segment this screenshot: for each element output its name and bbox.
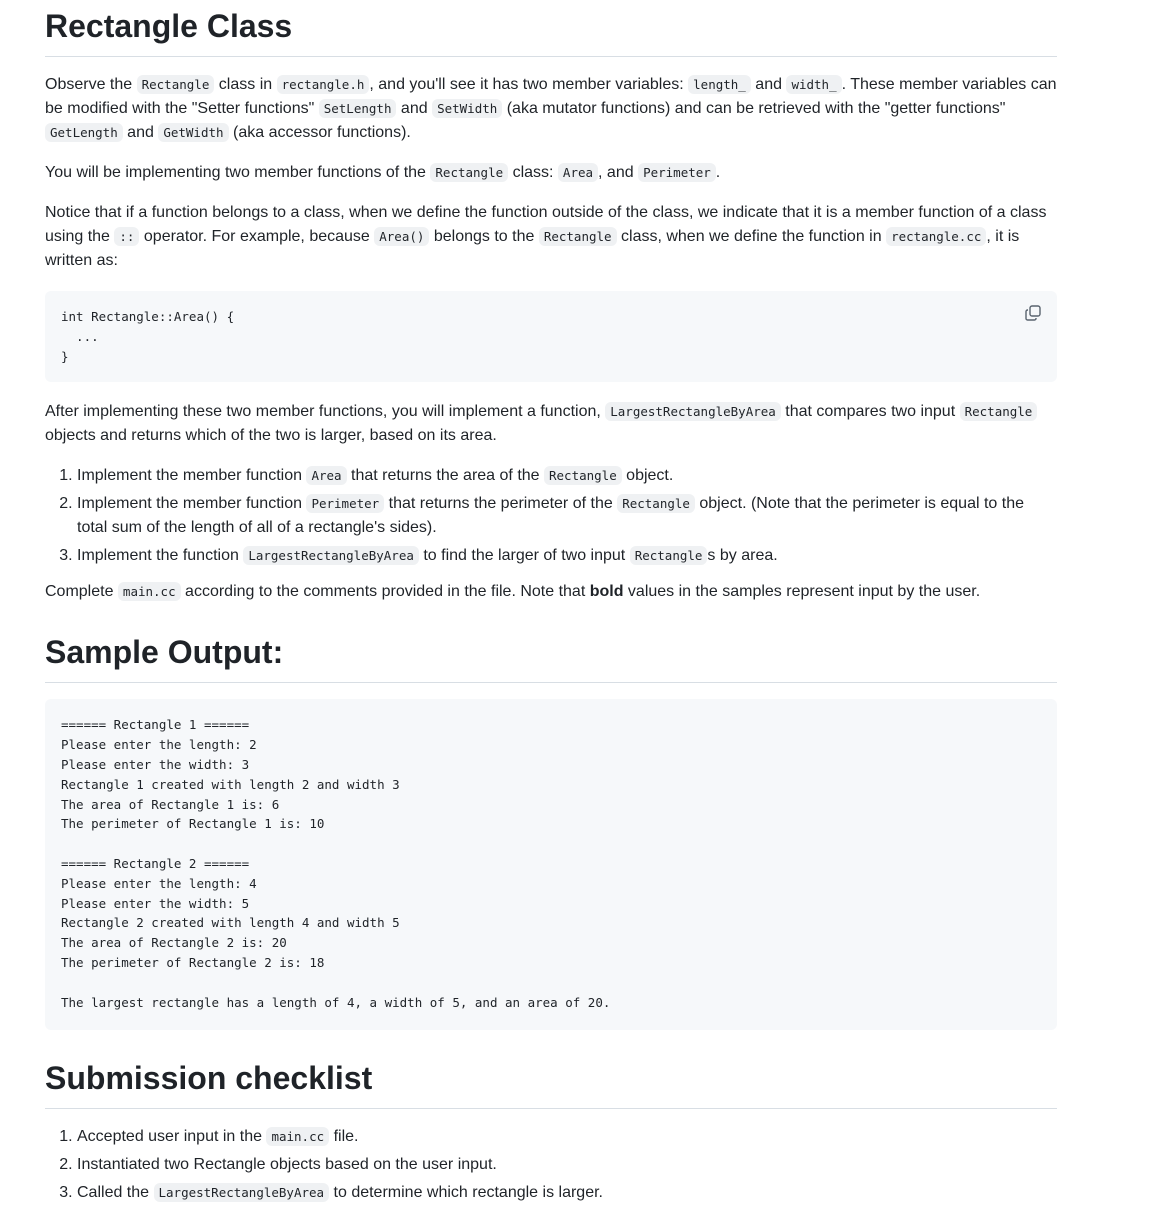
text: . [715, 164, 721, 181]
inline-code: main.cc [266, 1127, 329, 1146]
inline-code: Perimeter [638, 163, 716, 182]
text: class in [214, 76, 277, 93]
text: to find the larger of two input [418, 547, 630, 565]
inline-code: Rectangle [960, 402, 1038, 421]
text: , and you'll see it has two member variables: [369, 76, 689, 93]
text: (aka accessor functions). [228, 124, 411, 141]
inline-code: LargestRectangleByArea [243, 546, 419, 565]
text: Implement the member function [77, 495, 307, 513]
inline-code: length_ [688, 75, 751, 94]
text: Accepted user input in the [77, 1128, 267, 1146]
inline-code: Area [306, 466, 346, 485]
inline-code: main.cc [118, 582, 181, 601]
inline-code: Area() [374, 227, 429, 246]
page-title: Rectangle Class [45, 0, 1057, 57]
steps-list [45, 464, 1057, 568]
inline-code: GetWidth [158, 123, 228, 142]
text: object. [621, 467, 674, 485]
implement-paragraph [45, 161, 1057, 185]
text: Instantiated two Rectangle objects based on the user input. [77, 1156, 497, 1174]
readme-content [45, 0, 1057, 1205]
code-block [45, 291, 1057, 382]
text: Complete [45, 583, 118, 601]
text: object. (Note that the perimeter is equal to the total sum of the length of all of a rectangle's sides). [77, 495, 1024, 537]
list-item [77, 492, 1057, 540]
text: according to the comments provided in the file. Note that [180, 583, 590, 601]
text: Notice that if a function belongs to a class, when we define the function outside of the class, we indicate that it is a member function of a class using the [45, 204, 1047, 245]
sample-output-heading: Sample Output: [45, 626, 1057, 683]
text: belongs to the [429, 228, 539, 245]
notice-paragraph [45, 201, 1057, 273]
text: Implement the function [77, 547, 244, 565]
text: s by area. [707, 547, 778, 565]
inline-code: Rectangle [617, 494, 695, 513]
text: values in the samples represent input by the user. [623, 583, 981, 601]
text: file. [329, 1128, 359, 1146]
complete-paragraph [45, 580, 1057, 604]
sample-output-text[interactable]: ====== Rectangle 1 ====== Please enter the length: 2 Please enter the width: 3 Rectangle 1 created with length 2 and width 3 The area of Rectangle 1 is: 6 The perimeter of Rectangle 1 is: 10 ====== Rectangle 2 ====== Please enter the length: 4 Please enter the width: 5 Rectangle 2 created with length 4 and width 5 The area of Rectangle 2 is: 20 The perimeter of Rectangle 2 is: 18 The largest rectangle has a length of 4, a width of 5, and an area of 20. [61, 717, 611, 1010]
text: and [396, 100, 433, 117]
text: , and [598, 164, 639, 181]
text: class, when we define the function in [616, 228, 887, 245]
copy-icon[interactable] [1023, 303, 1043, 323]
bold-text: bold [589, 583, 624, 601]
text: , it is written as: [45, 228, 1020, 269]
after-paragraph [45, 400, 1057, 448]
text: objects and returns which of the two is larger, based on its area. [45, 427, 497, 445]
text: that compares two input [780, 403, 960, 421]
text: Called the [77, 1184, 154, 1202]
copy-icon-svg [1023, 303, 1043, 323]
text: Implement the member function [77, 467, 307, 485]
text: You will be implementing two member functions of the [45, 164, 431, 181]
text: Observe the [45, 76, 137, 93]
text: operator. For example, because [139, 228, 375, 245]
text: and [122, 124, 159, 141]
list-item [77, 464, 1057, 488]
text: that returns the area of the [346, 467, 544, 485]
inline-code: GetLength [45, 123, 123, 142]
inline-code: rectangle.h [277, 75, 370, 94]
inline-code: width_ [786, 75, 841, 94]
inline-code: Rectangle [539, 227, 617, 246]
inline-code: Rectangle [430, 163, 508, 182]
text: class: [508, 164, 558, 181]
text: (aka mutator functions) and can be retrieved with the "getter functions" [502, 100, 1006, 117]
list-item [77, 544, 1057, 568]
text: that returns the perimeter of the [384, 495, 618, 513]
list-item [77, 1125, 1057, 1149]
text: . These member variables can be modified with the "Setter functions" [45, 76, 1057, 117]
inline-code: LargestRectangleByArea [154, 1183, 330, 1202]
inline-code: :: [114, 227, 139, 246]
text: and [750, 76, 787, 93]
intro-paragraph [45, 73, 1057, 145]
inline-code: Rectangle [137, 75, 215, 94]
text: to determine which rectangle is larger. [329, 1184, 603, 1202]
text: After implementing these two member functions, you will implement a function, [45, 403, 606, 421]
inline-code: Rectangle [630, 546, 708, 565]
list-item [77, 1153, 1057, 1177]
inline-code: Rectangle [544, 466, 622, 485]
code-example[interactable]: int Rectangle::Area() { ... } [61, 309, 235, 364]
list-item [77, 1181, 1057, 1205]
checklist-heading: Submission checklist [45, 1052, 1057, 1109]
submission-checklist [45, 1125, 1057, 1205]
inline-code: LargestRectangleByArea [605, 402, 781, 421]
inline-code: SetWidth [432, 99, 502, 118]
sample-output-block [45, 699, 1057, 1030]
inline-code: rectangle.cc [886, 227, 986, 246]
inline-code: Area [558, 163, 598, 182]
inline-code: SetLength [319, 99, 397, 118]
inline-code: Perimeter [306, 494, 384, 513]
